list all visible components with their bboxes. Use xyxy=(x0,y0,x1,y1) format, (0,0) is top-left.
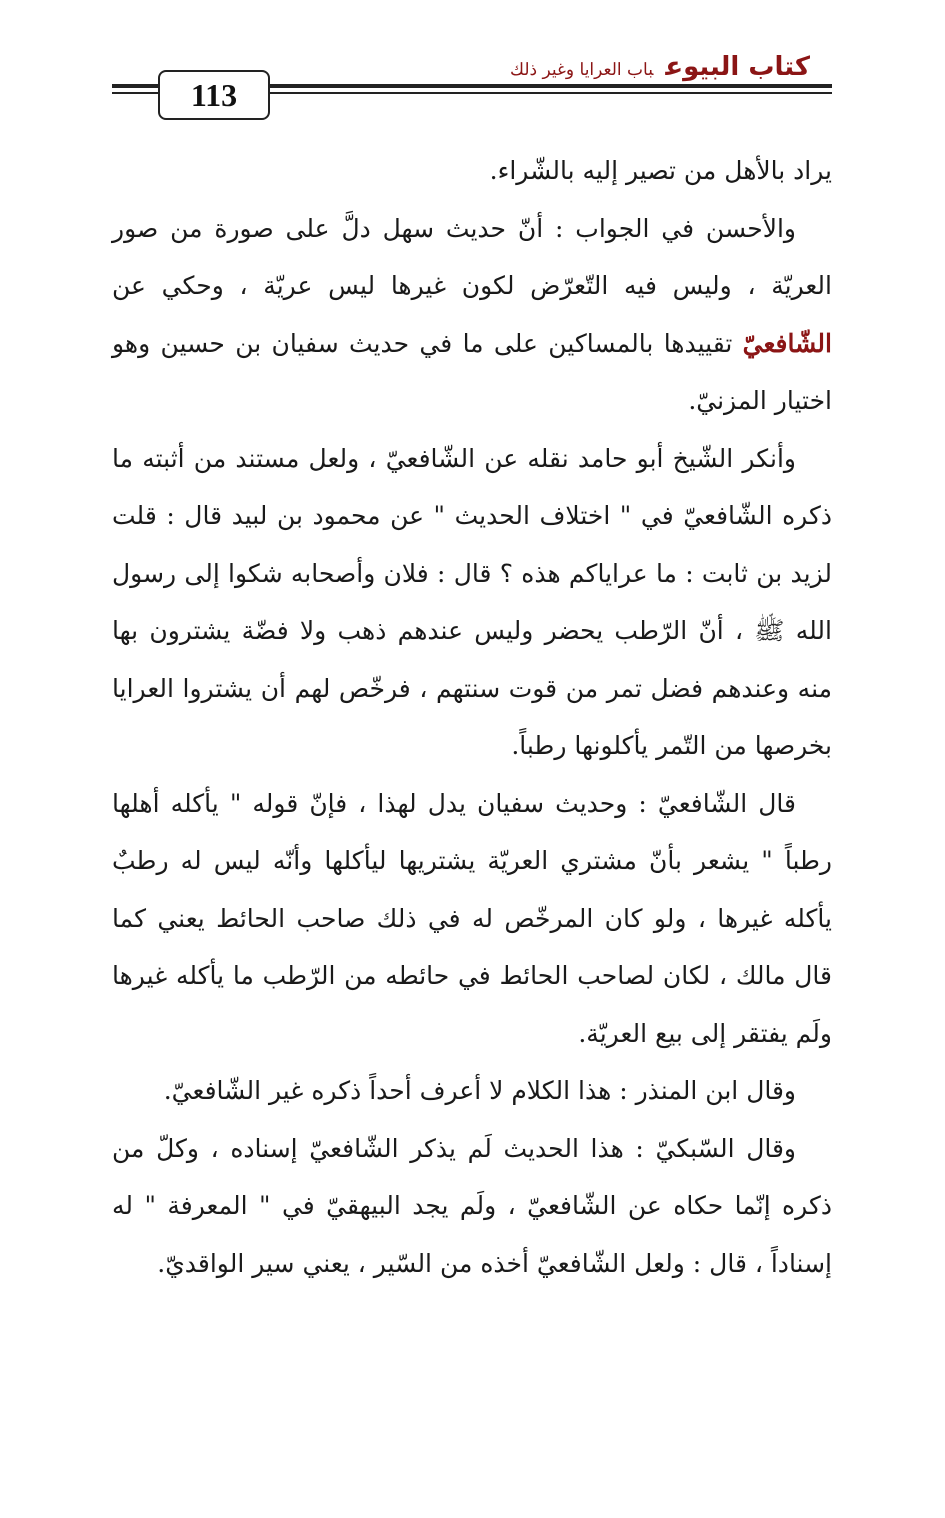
paragraph xyxy=(112,1062,832,1120)
page-header xyxy=(112,48,832,128)
paragraph-text: قال الشّافعيّ : وحديث سفيان يدل لهذا ، فإنّ قوله " يأكله أهلها رطباً " يشعر بأنّ مشتري العريّة يشتريها ليأكلها وأنّه ليس له رطبٌ يأكله غيرها ، ولو كان المرخّص له في ذلك صاحب الحائط يعني كما قال مالك ، لكان لصاحب الحائط في حائطه من الرّطب ما يأكله غيرها ولَم يفتقر إلى بيع العريّة. xyxy=(112,788,832,1048)
paragraph-text: يراد بالأهل من تصير إليه بالشّراء. xyxy=(489,156,832,185)
paragraph-text: وقال ابن المنذر : هذا الكلام لا أعرف أحداً ذكره غير الشّافعيّ. xyxy=(163,1076,796,1105)
paragraph-text: وأنكر الشّيخ أبو حامد نقله عن الشّافعيّ ، ولعل مستند من أثبته ما ذكره الشّافعيّ في " اختلاف الحديث " عن محمود بن لبيد قال : قلت لزيد بن ثابت : ما عراياكم هذه ؟ قال : فلان وأصحابه شكوا إلى رسول الله ﷺ ، أنّ الرّطب يحضر وليس عندهم ذهب ولا فضّة يشترون بها منه وعندهم فضل تمر من قوت سنتهم ، فرخّص لهم أن يشتروا العرايا بخرصها من التّمر يأكلونها رطباً. xyxy=(112,443,832,760)
page-number: 113 xyxy=(190,76,238,113)
paragraph xyxy=(112,430,832,775)
paragraph-text: وقال السّبكيّ : هذا الحديث لَم يذكر الشّافعيّ إسناده ، وكلّ من ذكره إنّما حكاه عن الشّافعيّ ، ولَم يجد البيهقيّ في " المعرفة " له إسناداً ، قال : ولعل الشّافعيّ أخذه من السّير ، يعني سير الواقديّ. xyxy=(112,1133,832,1278)
paragraph xyxy=(112,775,832,1063)
book-title: كتاب البيوع xyxy=(665,52,810,82)
header-titles xyxy=(510,52,810,82)
paragraph-text: والأحسن في الجواب : أنّ حديث سهل دلَّ على صورة من صور العريّة ، وليس فيه التّعرّض لكون غيرها ليس عريّة ، وحكي عن xyxy=(112,213,832,300)
paragraph-text: تقييدها بالمساكين على ما في حديث سفيان بن حسين وهو اختيار المزنيّ. xyxy=(112,328,832,415)
paragraph xyxy=(112,200,832,430)
paragraph xyxy=(112,142,832,200)
body-text xyxy=(112,142,832,1292)
paragraph xyxy=(112,1120,832,1293)
chapter-title: باب العرايا وغير ذلك xyxy=(510,60,654,80)
highlighted-name: الشّافعيّ xyxy=(742,328,832,358)
page-number-box xyxy=(158,70,270,120)
